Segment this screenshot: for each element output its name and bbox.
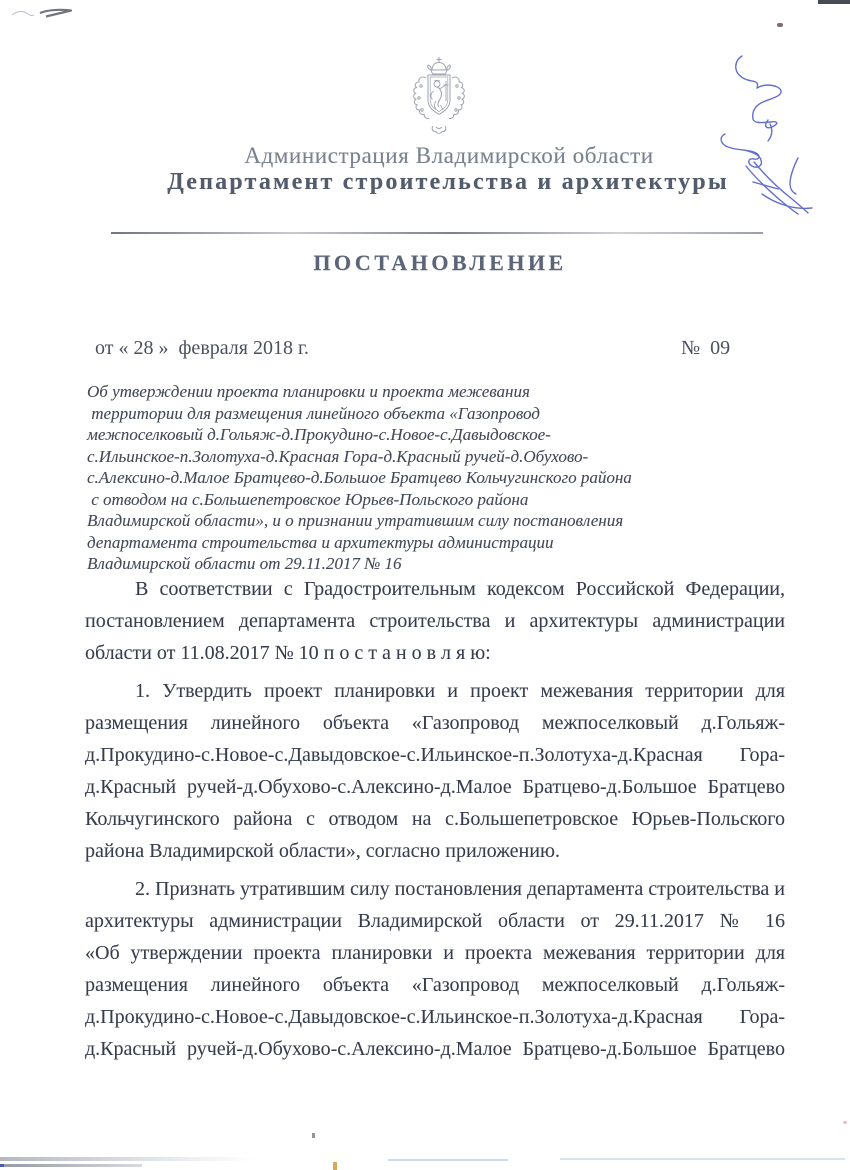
vladimir-oblast-coat-of-arms-icon <box>403 56 475 134</box>
scan-artifact-tick <box>312 1133 315 1138</box>
subject-line: Владимирской области», и о признании утратившим силу постановления <box>87 511 624 530</box>
body-line: д.Прокудино-с.Новое-с.Давыдовское-с.Ильинское-п.Золотуха-д.Красная Гора- <box>85 1006 785 1028</box>
body-line: размещения линейного объекта «Газопровод межпоселковый д.Гольяж- <box>85 974 785 996</box>
subject-line: с.Алексино-д.Малое Братцево-д.Большое Братцево Кольчугинского района <box>87 468 632 487</box>
org-name-line2: Департамент строительства и архитектуры <box>167 169 729 195</box>
subject-line: Об утверждении проекта планировки и проекта межевания <box>87 382 530 401</box>
body-text <box>85 573 785 1065</box>
subject-line: межпоселковый д.Гольяж-д.Прокудино-с.Новое-с.Давыдовское- <box>87 425 551 444</box>
body-line: д.Прокудино-с.Новое-с.Давыдовское-с.Ильинское-п.Золотуха-д.Красная Гора- <box>85 744 785 766</box>
paragraph-item-2 <box>85 873 785 1065</box>
scan-artifact-dot <box>843 1121 847 1124</box>
document-title: ПОСТАНОВЛЕНИЕ <box>313 250 567 275</box>
body-line: «Об утверждении проекта планировки и проекта межевания территории для <box>85 942 785 964</box>
body-line: В соответствии с Градостроительным кодексом Российской Федерации, <box>135 578 785 600</box>
body-line: постановлением департамента строительства и архитектуры администрации <box>85 610 785 632</box>
subject-line: департамента строительства и архитектуры администрации <box>87 532 554 552</box>
body-line: архитектуры администрации Владимирской области от 29.11.2017 № 16 <box>85 910 785 932</box>
body-line: района Владимирской области», согласно приложению. <box>85 840 560 862</box>
scan-artifact-tick <box>333 1162 337 1170</box>
subject-block <box>87 381 662 575</box>
org-name-line1: Администрация Владимирской области <box>244 143 654 168</box>
header-divider <box>111 232 763 234</box>
body-line: 1. Утвердить проект планировки и проект межевания территории для <box>135 680 785 702</box>
body-line: размещения линейного объекта «Газопровод межпоселковый д.Гольяж- <box>85 712 785 734</box>
scan-artifact-streak <box>0 1164 142 1167</box>
body-line: д.Красный ручей-д.Обухово-с.Алексино-д.Малое Братцево-д.Большое Братцево <box>85 776 785 798</box>
subject-line: с отводом на с.Большепетровское Юрьев-Польского района <box>87 489 529 509</box>
subject-line: территории для размещения линейного объекта «Газопровод <box>87 403 540 423</box>
paragraph-item-1 <box>85 675 785 867</box>
document-date: от « 28 » февраля 2018 г. <box>95 337 309 359</box>
body-line: области от 11.08.2017 № 10 п о с т а н о в л я ю: <box>85 642 491 664</box>
stray-mark-top-left <box>10 6 76 22</box>
scan-artifact-ink-dot <box>777 23 783 27</box>
subject-line: Владимирской области от 29.11.2017 № 16 <box>87 554 402 573</box>
body-line: д.Красный ручей-д.Обухово-с.Алексино-д.Малое Братцево-д.Большое Братцево <box>85 1038 785 1060</box>
scan-artifact-streak <box>0 1157 255 1161</box>
scan-artifact-streak <box>388 1159 508 1161</box>
scan-artifact-streak <box>560 1158 845 1160</box>
body-line: 2. Признать утратившим силу постановления департамента строительства и <box>135 878 785 900</box>
scan-artifact-corner-bar <box>818 0 850 4</box>
body-line: Кольчугинского района с отводом на с.Большепетровское Юрьев-Польского <box>85 808 785 830</box>
paragraph-intro <box>85 573 785 669</box>
document-number: № 09 <box>681 337 731 359</box>
subject-line: с.Ильинское-п.Золотуха-д.Красная Гора-д.Красный ручей-д.Обухово- <box>87 446 589 466</box>
scan-artifact-streak <box>0 1164 4 1167</box>
